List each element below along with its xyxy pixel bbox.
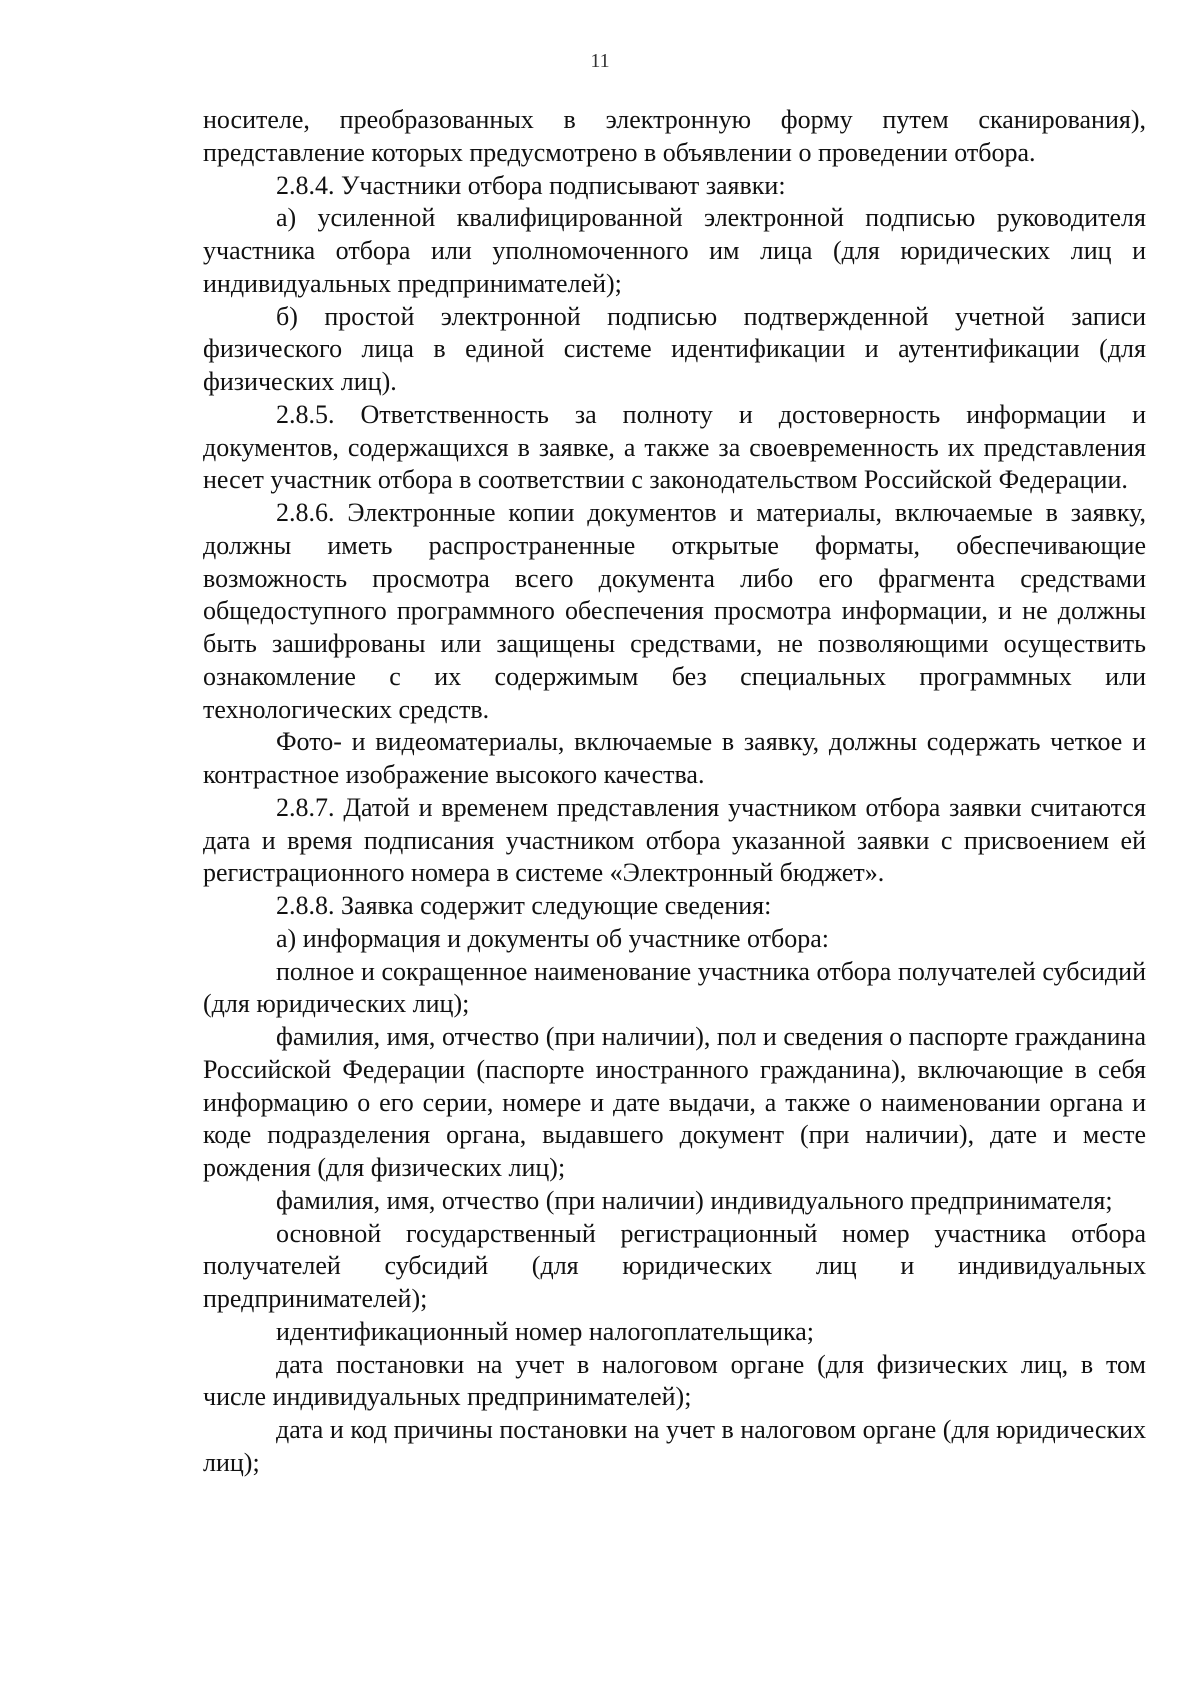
paragraph-2-8-6: 2.8.6. Электронные копии документов и материалы, включаемые в заявку, должны иметь распространенные открытые форматы, обеспечивающие возможность просмотра всего документа либо его фрагмента средствами общедоступного программного обеспечения просмотра информации, и не должны быть зашифрованы или защищены средствами, не позволяющими осуществить ознакомление с их содержимым без специальных программных или технологических средств. xyxy=(203,498,1146,724)
paragraph-item-ip-name: фамилия, имя, отчество (при наличии) индивидуального предпринимателя; xyxy=(276,1185,1113,1215)
paragraph-item-ogrn: основной государственный регистрационный номер участника отбора получателей субсидий (для юридических лиц и индивидуальных предпринимателей); xyxy=(203,1218,1146,1313)
paragraph-2-8-8-a: а) информация и документы об участнике отбора: xyxy=(276,923,829,953)
paragraph-2-8-4-a: а) усиленной квалифицированной электронной подписью руководителя участника отбора или уполномоченного им лица (для юридических лиц и индивидуальных предпринимателей); xyxy=(203,203,1146,298)
page-number: 11 xyxy=(590,50,610,72)
paragraph-item-kpp: дата и код причины постановки на учет в налоговом органе (для юридических лиц); xyxy=(203,1415,1146,1477)
paragraph-item-passport: фамилия, имя, отчество (при наличии), пол и сведения о паспорте гражданина Российской Федерации (паспорте иностранного гражданина), включающие в себя информацию о его серии, номере и дате выдачи, а также о наименовании органа и коде подразделения органа, выдавшего документ (при наличии), дате и месте рождения (для физических лиц); xyxy=(203,1022,1146,1182)
document-body xyxy=(203,104,1146,1480)
paragraph-item-name: полное и сокращенное наименование участника отбора получателей субсидий (для юридических лиц); xyxy=(203,956,1146,1019)
paragraph-photo-video: Фото- и видеоматериалы, включаемые в заявку, должны содержать четкое и контрастное изображение высокого качества. xyxy=(203,727,1146,789)
paragraph-item-tax-date: дата постановки на учет в налоговом органе (для физических лиц, в том числе индивидуальных предпринимателей); xyxy=(203,1349,1146,1412)
paragraph-2-8-4-b: б) простой электронной подписью подтвержденной учетной записи физического лица в единой системе идентификации и аутентификации (для физических лиц). xyxy=(203,301,1146,396)
paragraph-2-8-8: 2.8.8. Заявка содержит следующие сведения: xyxy=(276,891,772,920)
paragraph-2-8-7: 2.8.7. Датой и временем представления участником отбора заявки считаются дата и время подписания участником отбора указанной заявки с присвоением ей регистрационного номера в системе «Электронный бюджет». xyxy=(203,792,1146,888)
paragraph-continuation: носителе, преобразованных в электронную форму путем сканирования), представление которых предусмотрено в объявлении о проведении отбора. xyxy=(203,105,1146,167)
paragraph-2-8-4: 2.8.4. Участники отбора подписывают заявки: xyxy=(276,170,786,200)
paragraph-item-inn: идентификационный номер налогоплательщика; xyxy=(276,1316,814,1346)
paragraph-2-8-5: 2.8.5. Ответственность за полноту и достоверность информации и документов, содержащихся в заявке, а также за своевременность их представления несет участник отбора в соответствии с законодательством Российской Федерации. xyxy=(203,399,1146,495)
